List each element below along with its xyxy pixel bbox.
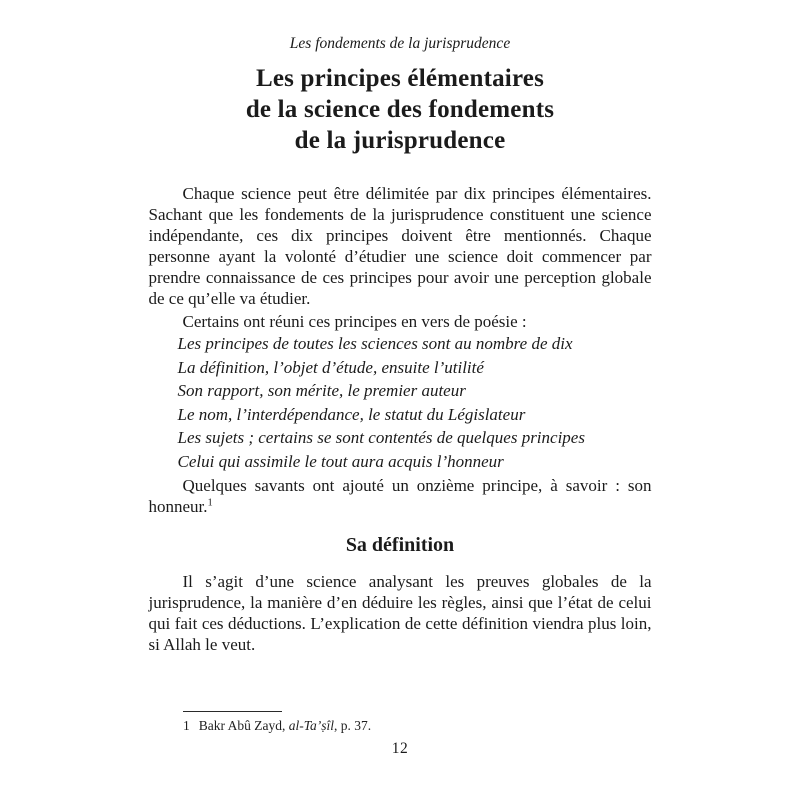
- page-number: 12: [391, 740, 409, 757]
- body-paragraph-1: Chaque science peut être délimitée par dix principes élémentaires. Sachant que les fondements de la jurisprudence constituent une science indépendante, ces dix principes doivent être mentionnés. Chaque personne ayant la volonté d’étudier une science doit commencer par prendre connaissance de ces principes pour avoir une perception globale de ce qu’elle va étudier.: [148, 184, 652, 308]
- footnote-work-title: al-Ta’ṣîl: [288, 718, 335, 733]
- footnote-marker: 1: [183, 718, 190, 733]
- footnote-divider: [183, 711, 282, 712]
- running-head: Les fondements de la jurisprudence: [289, 35, 511, 52]
- chapter-title: [0, 63, 800, 156]
- verse-line: Les principes de toutes les sciences sont au nombre de dix: [177, 334, 573, 353]
- footnote-line: [183, 717, 371, 734]
- chapter-title-line-1: Les principes élémentaires: [255, 65, 545, 92]
- footnote-author: Bakr Abû Zayd,: [198, 718, 289, 733]
- verse-line: Celui qui assimile le tout aura acquis l’honneur: [177, 451, 504, 471]
- verse-line: Le nom, l’interdépendance, le statut du Législateur: [177, 404, 526, 424]
- footnote-page-ref: , p. 37.: [334, 718, 372, 733]
- footnote-area: [183, 711, 371, 734]
- verse-line: La définition, l’objet d’étude, ensuite l’utilité: [177, 357, 484, 377]
- footnote-reference: 1: [207, 497, 213, 509]
- verse-line: Son rapport, son mérite, le premier auteur: [177, 381, 466, 400]
- text-block: [149, 183, 652, 655]
- section-heading: Sa définition: [345, 534, 455, 556]
- chapter-title-line-3: de la jurisprudence: [294, 127, 506, 154]
- chapter-title-line-2: de la science des fondements: [245, 96, 555, 123]
- body-paragraph-2-text: Quelques savants ont ajouté un onzième principe, à savoir : son honneur.: [148, 476, 652, 516]
- verse-line: Les sujets ; certains se sont contentés de quelques principes: [177, 428, 585, 447]
- body-paragraph-2: [149, 475, 652, 517]
- poetry-intro: Certains ont réuni ces principes en vers de poésie :: [182, 312, 527, 331]
- body-paragraph-3: Il s’agit d’une science analysant les preuves globales de la jurisprudence, la manière d’en déduire les règles, ainsi que l’état de celui qui fait ces déductions. L’explication de cette définition viendra plus loin, si Allah le veut.: [148, 572, 652, 654]
- poetry-block: [149, 332, 652, 473]
